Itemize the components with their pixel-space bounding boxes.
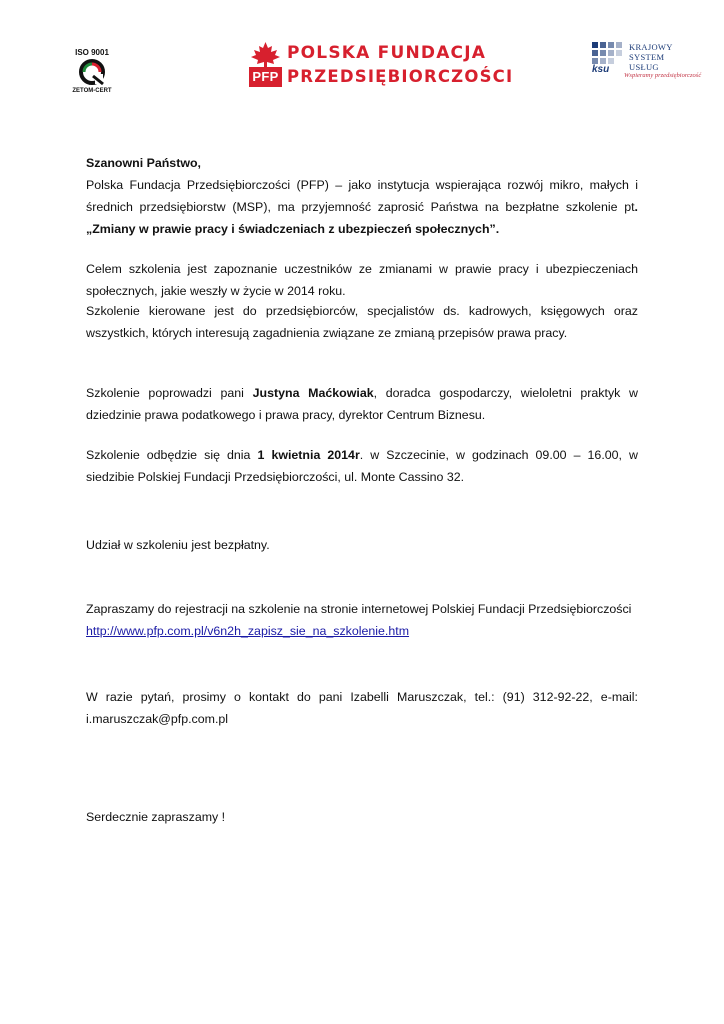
pfp-name-line2: PRZEDSIĘBIORCZOŚCI (287, 67, 514, 86)
goal-paragraph: Celem szkolenia jest zapoznanie uczestników ze zmianami w prawie pracy i ubezpieczeniach społecznych, jakie weszły w życie w 2014 roku. (86, 262, 638, 298)
free-participation: Udział w szkoleniu jest bezpłatny. (86, 538, 270, 552)
ksu-grid-icon (592, 42, 624, 64)
date-post: . w Szczecinie, w godzinach 09.00 – 16.00, w siedzibie Polskiej Fundacji Przedsiębiorczości, ul. Monte Cassino 32. (86, 448, 638, 484)
iso-label: ISO 9001 (75, 48, 109, 57)
trainer-paragraph (86, 382, 638, 426)
iso-cert-body: ZETOM-CERT (72, 88, 112, 94)
ksu-logo (592, 42, 702, 86)
intro-paragraph (86, 174, 638, 240)
ksu-mark: ksu (592, 64, 610, 75)
date-pre: Szkolenie odbędzie się dnia (86, 448, 258, 462)
trainer-name: Justyna Maćkowiak (252, 386, 374, 400)
salutation-text: Szanowni Państwo, (86, 156, 201, 170)
pfp-logo (249, 41, 514, 93)
registration-text: Zapraszamy do rejestracji na szkolenie na stronie internetowej Polskiej Fundacji Przedsiębiorczości (86, 602, 632, 616)
ksu-name (629, 42, 673, 72)
closing: Serdecznie zapraszamy ! (86, 810, 226, 824)
ksu-line1: KRAJOWY (629, 42, 673, 52)
trainer-post: , doradca gospodarczy, wieloletni praktyk w dziedzinie prawa podatkowego i prawa pracy, dyrektor Centrum Biznesu. (86, 386, 638, 422)
ksu-line3: USŁUG (629, 62, 659, 72)
iso-emblem-icon (79, 58, 105, 86)
pfp-name-line1: POLSKA FUNDACJA (287, 43, 487, 63)
date-paragraph (86, 444, 638, 488)
iso-certificate-logo (62, 48, 122, 104)
trainer-pre: Szkolenie poprowadzi pani (86, 386, 253, 400)
training-title: . „Zmiany w prawie pracy i świadczeniach z ubezpieczeń społecznych”. (86, 200, 638, 236)
pfp-abbrev: PFP (249, 67, 282, 87)
date-bold: 1 kwietnia 2014r (257, 448, 360, 462)
ksu-tagline: Wspieramy przedsiębiorczość (624, 72, 702, 79)
maple-leaf-icon (249, 41, 282, 67)
registration-link[interactable]: http://www.pfp.com.pl/v6n2h_zapisz_sie_na_szkolenie.htm (86, 624, 410, 638)
contact-paragraph: W razie pytań, prosimy o kontakt do pani Izabelli Maruszczak, tel.: (91) 312-92-22, e-mail: i.maruszczak@pfp.com.pl (86, 690, 638, 726)
ksu-line2: SYSTEM (629, 52, 665, 62)
salutation (86, 152, 638, 174)
intro-text: Polska Fundacja Przedsiębiorczości (PFP) – jako instytucja wspierająca rozwój mikro, małych i średnich przedsiębiorstw (MSP), ma przyjemność zaprosić Państwa na bezpłatne szkolenie pt (86, 178, 638, 214)
registration-paragraph (86, 598, 638, 642)
audience-paragraph: Szkolenie kierowane jest do przedsiębiorców, specjalistów ds. kadrowych, księgowych oraz wszystkich, których interesują zagadnienia związane ze zmianą przepisów prawa pracy. (86, 304, 638, 340)
